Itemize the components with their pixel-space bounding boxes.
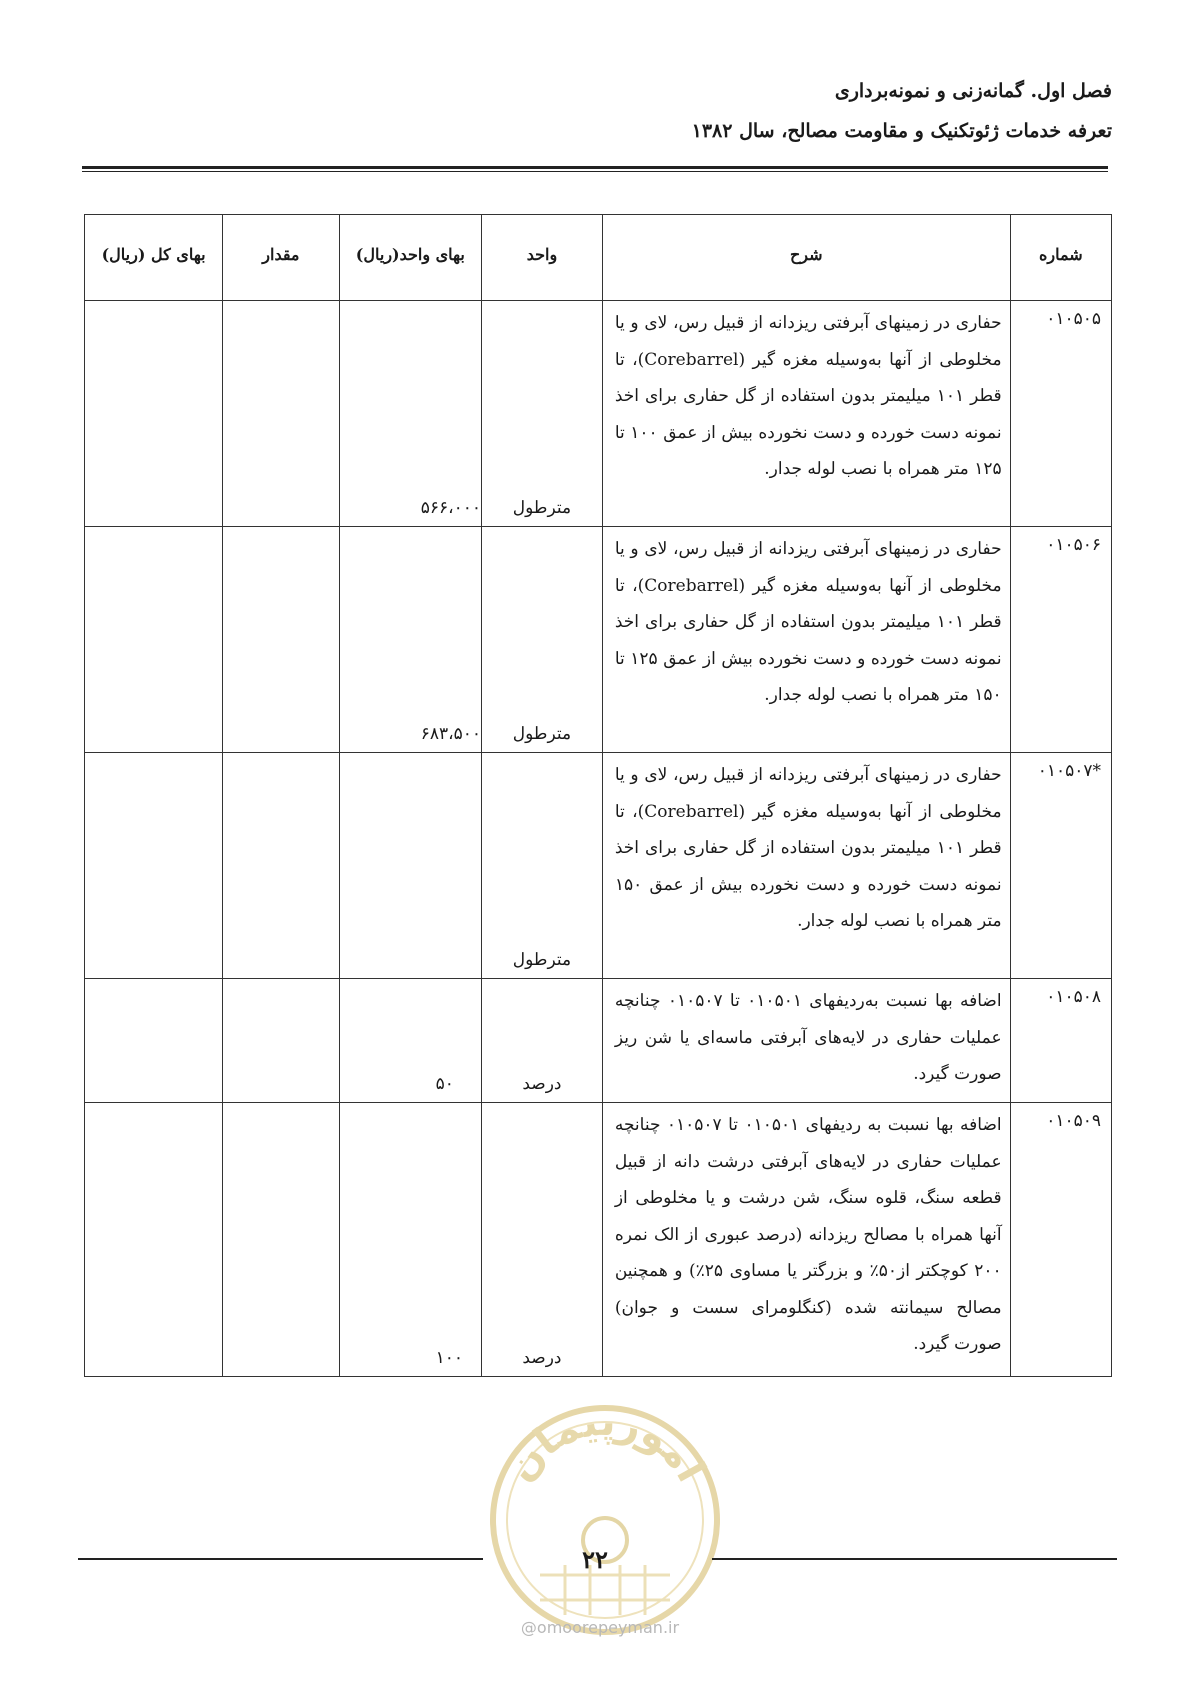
row-total-price <box>85 527 223 753</box>
col-header-number: شماره <box>1010 215 1111 301</box>
row-description: حفاری در زمینهای آبرفتی ریزدانه از قبیل رس، لای و یا مخلوطی از آنها به‌وسیله مغزه گیر (Corebarrel)، تا قطر ۱۰۱ میلیمتر بدون استفاده از گل حفاری برای اخذ نمونه دست خورده و دست نخورده بیش از عمق ۱۵۰ متر همراه با نصب لوله جدار. <box>602 753 1010 979</box>
seal-stamp <box>480 1395 730 1645</box>
row-total-price <box>85 753 223 979</box>
row-quantity <box>223 979 340 1103</box>
row-unit: درصد <box>482 979 603 1103</box>
row-unit-price <box>339 753 481 979</box>
row-quantity <box>223 753 340 979</box>
col-header-description: شرح <box>602 215 1010 301</box>
col-header-unit: واحد <box>482 215 603 301</box>
table-row <box>85 753 1112 979</box>
svg-text:امورپیمان: امورپیمان <box>497 1398 715 1490</box>
row-quantity <box>223 1103 340 1377</box>
table-row <box>85 1103 1112 1377</box>
row-unit: مترطول <box>482 753 603 979</box>
row-description: اضافه بها نسبت به ردیفهای ۰۱۰۵۰۱ تا ۰۱۰۵۰۷ چنانچه عملیات حفاری در لایه‌های آبرفتی درشت دانه از قبیل قطعه سنگ، قلوه سنگ، شن درشت و یا مخلوطی از آنها همراه با مصالح ریزدانه (درصد عبوری از الک نمره ۲۰۰ کوچکتر از۵۰٪ و بزرگتر یا مساوی ۲۵٪) و همچنین مصالح سیمانته شده (کنگلومرای سست و جوان) صورت گیرد. <box>602 1103 1010 1377</box>
row-number: ۰۱۰۵۰۹ <box>1010 1103 1111 1377</box>
row-unit: مترطول <box>482 527 603 753</box>
tariff-table <box>84 214 1112 1377</box>
header-rule-thin <box>82 171 1108 172</box>
row-number: ۰۱۰۵۰۵ <box>1010 301 1111 527</box>
row-description: حفاری در زمینهای آبرفتی ریزدانه از قبیل رس، لای و یا مخلوطی از آنها به‌وسیله مغزه گیر (Corebarrel)، تا قطر ۱۰۱ میلیمتر بدون استفاده از گل حفاری برای اخذ نمونه دست خورده و دست نخورده بیش از عمق ۱۲۵ تا ۱۵۰ متر همراه با نصب لوله جدار. <box>602 527 1010 753</box>
table-row <box>85 301 1112 527</box>
row-total-price <box>85 1103 223 1377</box>
footer-rule-right <box>712 1558 1117 1560</box>
row-number: ۰۱۰۵۰۸ <box>1010 979 1111 1103</box>
row-quantity <box>223 527 340 753</box>
col-header-unit-price: بهای واحد(ریال) <box>339 215 481 301</box>
table-row <box>85 979 1112 1103</box>
table-row <box>85 527 1112 753</box>
document-subtitle: تعرفه خدمات ژئوتکنیک و مقاومت مصالح، سال ۱۳۸۲ <box>691 120 1112 142</box>
row-unit: مترطول <box>482 301 603 527</box>
row-unit-price: ۶۸۳،۵۰۰ <box>339 527 481 753</box>
chapter-title: فصل اول. گمانه‌زنی و نمونه‌برداری <box>834 80 1112 102</box>
row-total-price <box>85 979 223 1103</box>
row-unit: درصد <box>482 1103 603 1377</box>
row-number: ۰۱۰۵۰۶ <box>1010 527 1111 753</box>
row-unit-price: ۱۰۰ <box>339 1103 481 1377</box>
footer-rule-left <box>78 1558 483 1560</box>
row-description: اضافه بها نسبت به‌ردیفهای ۰۱۰۵۰۱ تا ۰۱۰۵۰۷ چنانچه عملیات حفاری در لایه‌های آبرفتی ماسه‌ای یا شن ریز صورت گیرد. <box>602 979 1010 1103</box>
row-description: حفاری در زمینهای آبرفتی ریزدانه از قبیل رس، لای و یا مخلوطی از آنها به‌وسیله مغزه گیر (Corebarrel)، تا قطر ۱۰۱ میلیمتر بدون استفاده از گل حفاری برای اخذ نمونه دست خورده و دست نخورده بیش از عمق ۱۰۰ تا ۱۲۵ متر همراه با نصب لوله جدار. <box>602 301 1010 527</box>
row-unit-price: ۵۰ <box>339 979 481 1103</box>
row-number: *۰۱۰۵۰۷ <box>1010 753 1111 979</box>
table-header-row <box>85 215 1112 301</box>
row-quantity <box>223 301 340 527</box>
row-unit-price: ۵۶۶،۰۰۰ <box>339 301 481 527</box>
col-header-total-price: بهای کل (ریال) <box>85 215 223 301</box>
col-header-quantity: مقدار <box>223 215 340 301</box>
page-number: ۲۲ <box>582 1545 608 1574</box>
header-rule-thick <box>82 166 1108 169</box>
watermark-text: @omoorepeyman.ir <box>520 1618 680 1637</box>
row-total-price <box>85 301 223 527</box>
